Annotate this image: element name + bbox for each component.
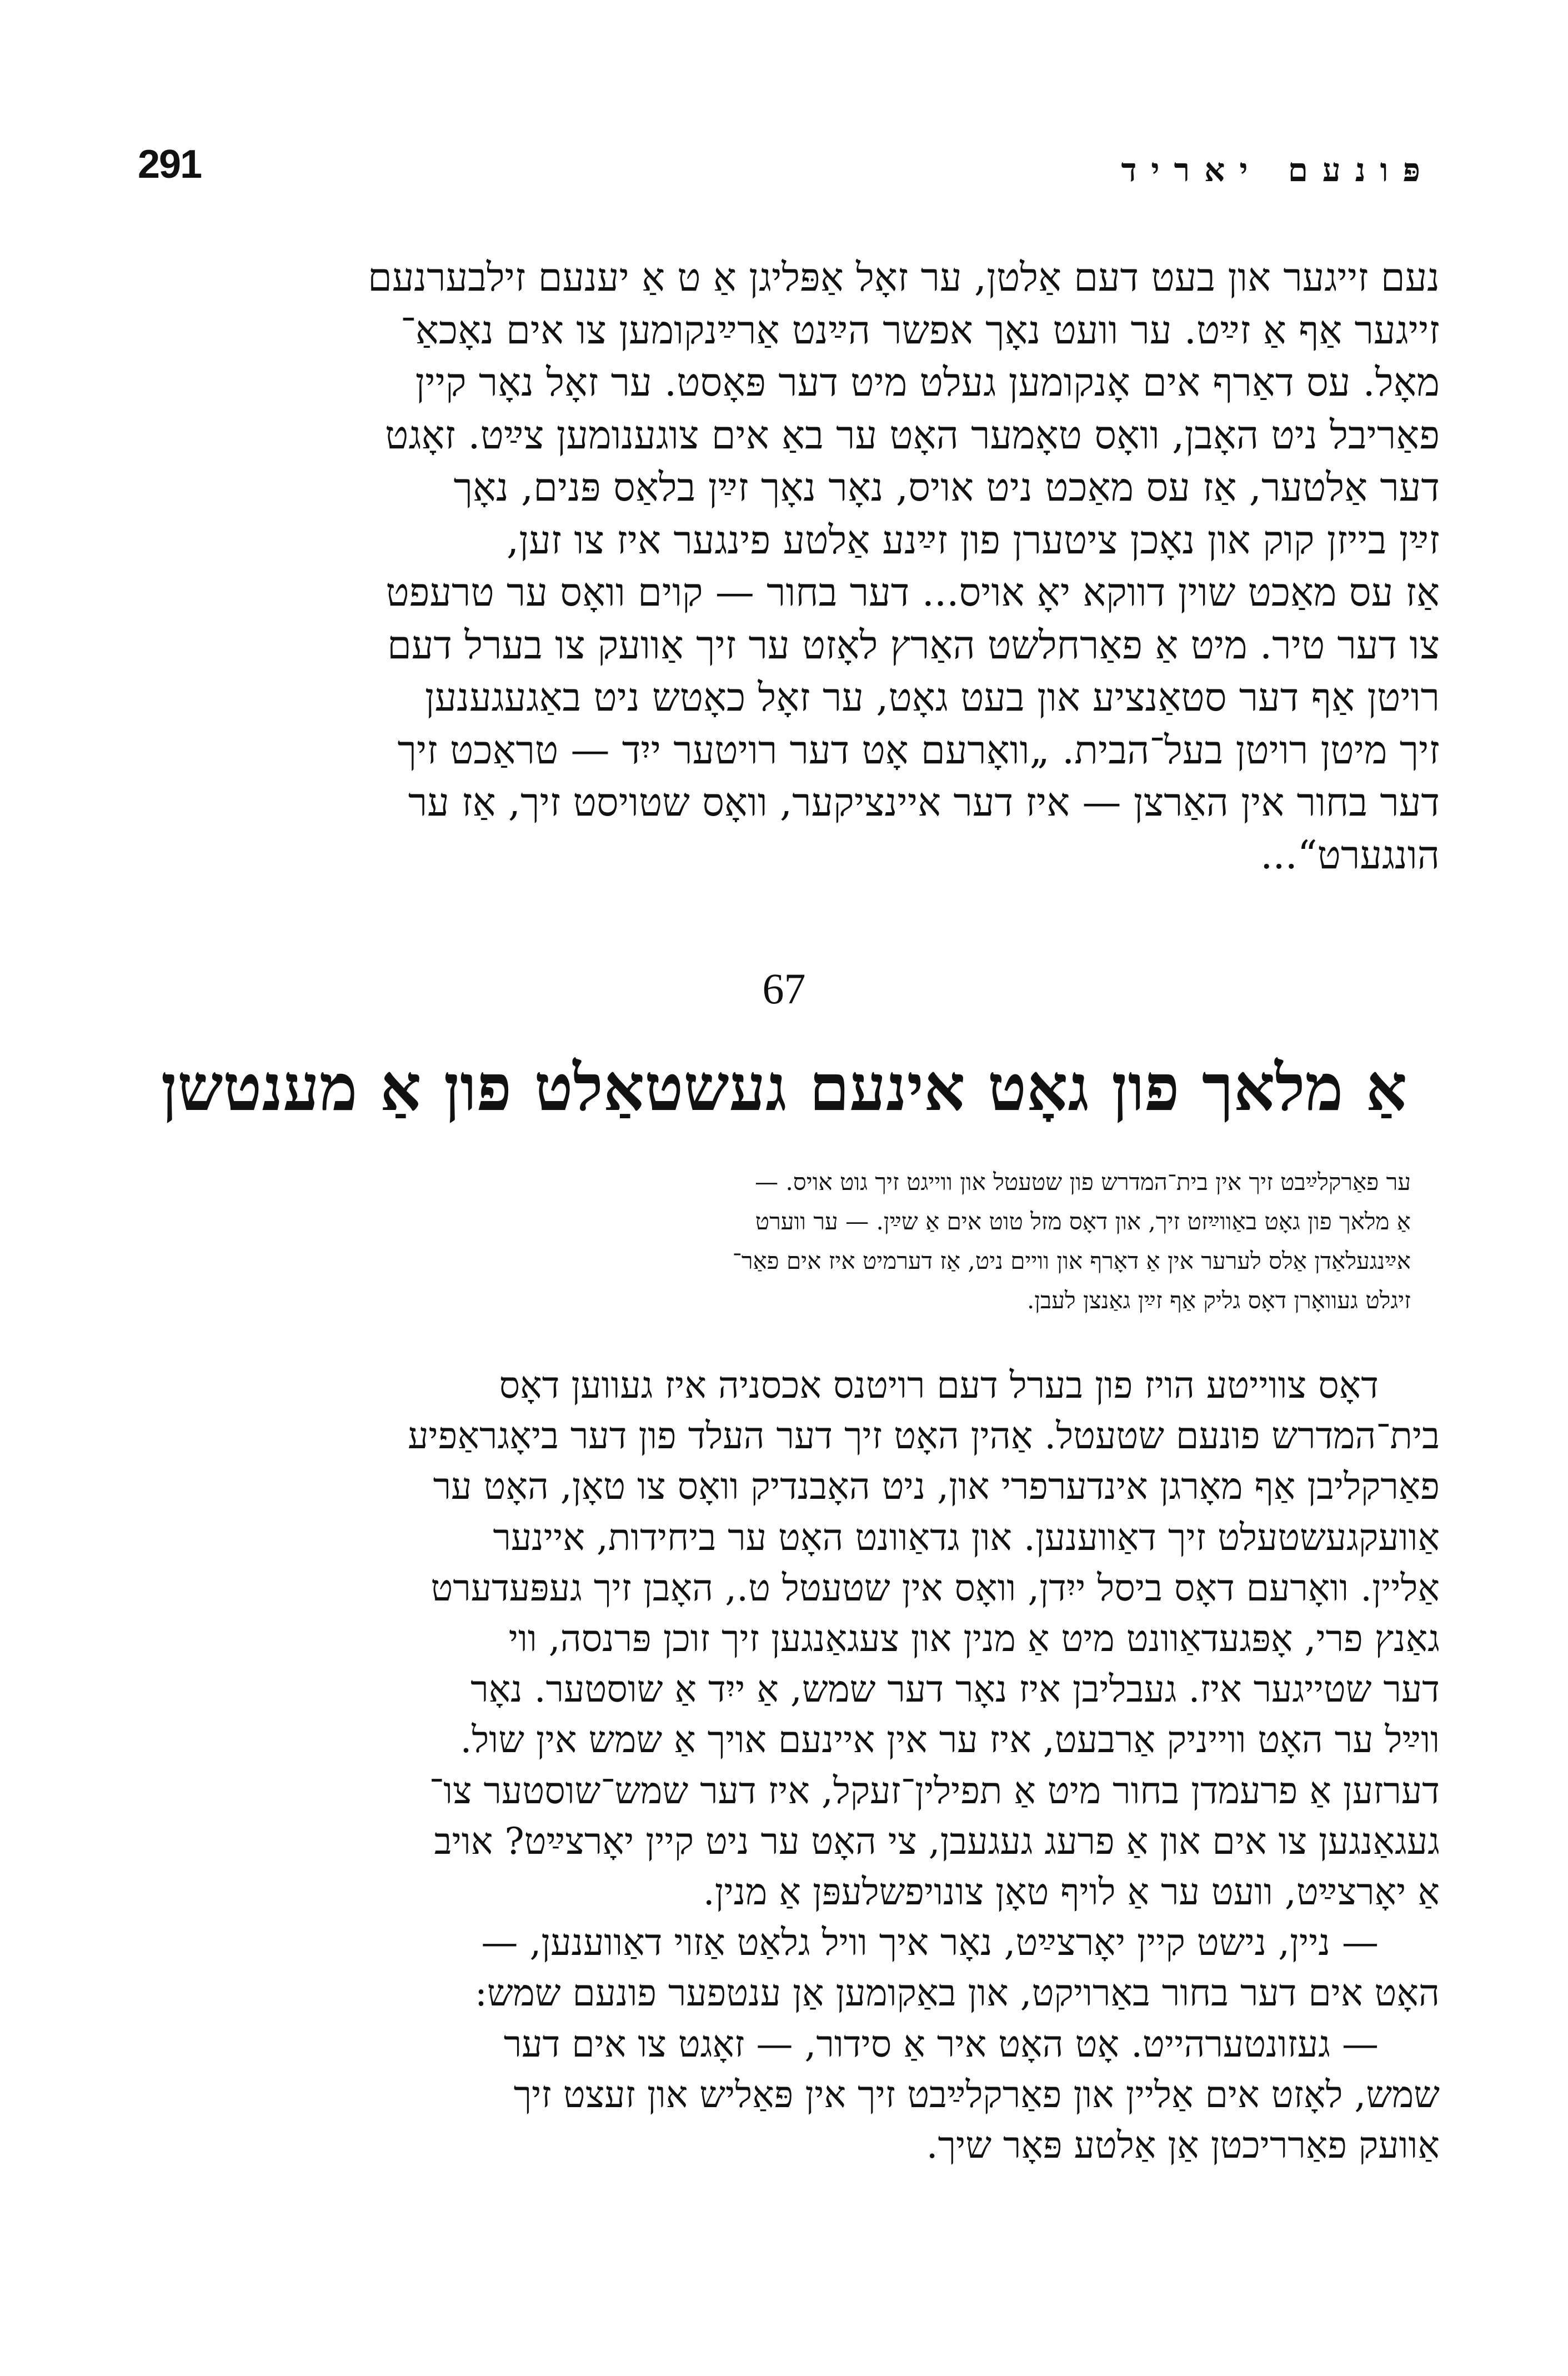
text-line: שמש, לאָזט אים אַליין און פאַרקלײַבט זיך אין פּאַליש און זעצט זיך [513,2073,1440,2116]
text-line: אַליין. וואָרעם דאָס ביסל ייִדן, וואָס אין שטעטל ט., האָבן זיך געפּעדערט [430,1566,1440,1609]
text-line: דער שטייגער איז. געבליבן איז נאָר דער שמש, אַ ייִד אַ שוסטער. נאָר [470,1668,1440,1711]
intro-paragraph [146,251,1440,881]
text-line: רויטן אַף דער סטאַנציע און בעט גאָט, ער זאָל כאָטש ניט באַגעגענען [424,674,1440,720]
text-line: דאָס צווייטע הויז פון בערל דעם רויטנס אכסניה איז געווען דאָס [499,1364,1379,1407]
text-line: בית־המדרש פונעם שטעטל. אַהין האָט זיך דער העלד פון דער ביאָגראַפיע [408,1414,1440,1458]
text-line: האָט אים דער בחור באַרויקט, און באַקומען אַן ענטפער פונעם שמש: [474,1972,1440,2015]
text-line: הונגערט“... [1260,832,1440,878]
text-line: דער בחור אין האַרצן — איז דער איינציקער, וואָס שטויסט זיך, אַז ער [408,779,1440,825]
text-line: אַוועק פאַרריכטן אַן אַלטע פּאָר שיך. [926,2124,1440,2167]
text-line: גאַנץ פרי, אָפּגעדאַוונט מיט אַ מנין און צעגאַנגען זיך זוכן פּרנסה, ווי [508,1617,1440,1660]
chapter-title: אַ מלאך פון גאָט אינעם געשטאַלט פון אַ מענטשן [161,1050,1407,1126]
text-line: אַוועקגעשטעלט זיך דאַווענען. און גדאַוונט האָט ער ביחידות, איינער [493,1515,1440,1559]
summary-line: אײַנגעלאַדן אַלס לערער אין אַ דאָרף און וויים ניט, אַז דערמיט איז אים פאַר־ [732,1247,1411,1274]
text-line: מאָל. עס דאַרף אים אָנקומען געלט מיט דער פּאָסט. ער זאָל נאָר קיין [415,359,1440,405]
text-line: ווײַל ער האָט ווייניק אַרבעט, איז ער אין איינעם אויך אַ שמש אין שול. [460,1718,1440,1762]
text-line: צו דער טיר. מיט אַ פאַרחלשט האַרץ לאָזט ער זיך אַוועק צו בערל דעם [387,622,1440,668]
text-line: — געזונטערהייט. אָט האָט איר אַ סידור, — זאָגט צו אים דער [503,2022,1379,2065]
text-line: אַז עס מאַכט שוין דווקא יאָ אויס... דער בחור — קוים וואָס ער טרעפט [385,569,1440,615]
text-line: פאַרקליבן אַף מאָרגן אינדערפרי און, ניט האָבנדיק וואָס צו טאָן, האָט ער [433,1465,1440,1508]
summary-line: זיגלט געוואָרן דאָס גליק אַף זײַן גאַנצן לעבן. [1026,1287,1411,1314]
text-line: פאַריבל ניט האָבן, וואָס טאָמער האָט ער באַ אים צוגענומען צײַט. זאָגט [385,412,1440,458]
running-head: פּונעם יאריד [1121,151,1435,189]
text-line: זײַן בייזן קוק און נאָכן ציטערן פון זײַנע אַלטע פינגער איז צו זען, [507,517,1440,563]
text-line: אַ יאָרצײַט, וועט ער אַ לויף טאָן צונויפשלעפּן אַ מנין. [703,1870,1440,1914]
text-line: זייגער אַף אַ זײַט. ער וועט נאָך אפשר הײַנט אַרײַנקומען צו אים נאָכאַ־ [400,307,1440,353]
text-line: נעם זייגער און בעט דעם אַלטן, ער זאָל אַפּליגן אַ ט אַ יענעם זילבערנעם [368,254,1440,300]
text-line: — ניין, נישט קיין יאָרצײַט, נאָר איך וויל גלאַט אַזוי דאַווענען, — [481,1921,1379,1964]
chapter-number: 67 [762,964,806,1013]
text-line: געגאַנגען צו אים און אַ פרעג געגעבן, צי האָט ער ניט קיין יאָרצײַט? אויב [434,1819,1440,1863]
text-line: דערזען אַ פרעמדן בחור מיט אַ תפילין־זעקל, איז דער שמש־שוסטער צו־ [429,1769,1440,1812]
text-line: זיך מיטן רויטן בעל־הבית. „וואָרעם אָט דער רויטער ייִד — טראַכט זיך [397,727,1440,773]
text-line: דער אַלטער, אַז עס מאַכט ניט אויס, נאָר נאָך זײַן בלאַס פּנים, נאָך [453,464,1440,510]
chapter-summary [189,1162,1411,1320]
main-text [146,1360,1440,2170]
page-number: 291 [138,142,202,187]
summary-line: אַ מלאך פון גאָט באַווײַזט זיך, און דאָס מזל טוט אים אַ שײַן. — ער ווערט [755,1208,1411,1235]
summary-line: ער פאַרקלײַבט זיך אין בית־המדרש פון שטעטל און ווייגט זיך גוט אויס. — [755,1168,1411,1195]
